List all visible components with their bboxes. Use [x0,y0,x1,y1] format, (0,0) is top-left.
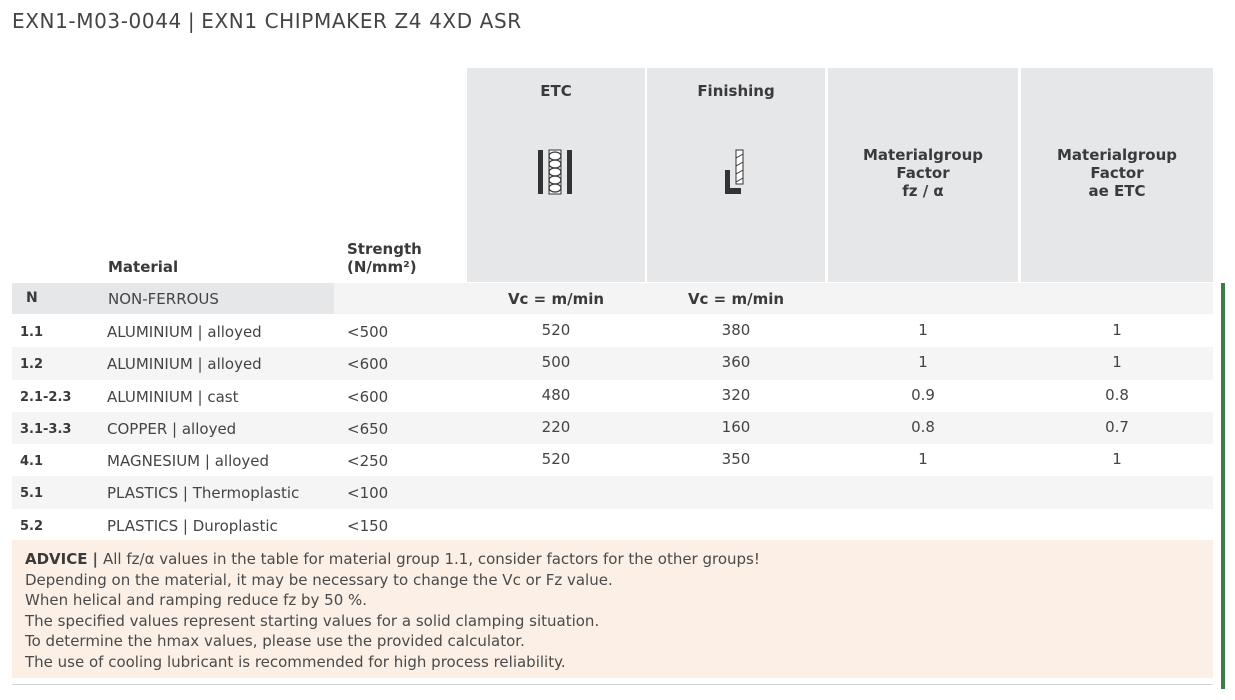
table-row [12,412,1213,444]
strength-header-line1: Strength [347,240,422,258]
finishing-tool-icon [723,148,749,196]
row-strength: <250 [347,452,389,471]
factor-ae-line1: Materialgroup [1056,146,1178,164]
row-factor-fz: 0.9 [911,385,935,404]
row-vc-etc: 480 [541,385,571,404]
row-material: ALUMINIUM | alloyed [107,323,262,341]
row-strength: <100 [347,484,389,503]
row-strength: <150 [347,516,389,535]
table-row [12,380,1213,412]
group-vc-finishing: Vc = m/min [687,290,785,308]
strength-header-line2: (N/mm²) [347,258,417,276]
row-factor-ae: 1 [1112,321,1122,339]
row-factor-fz: 0.8 [911,417,935,436]
strength-header [347,240,422,276]
etc-header [467,68,645,282]
factor-fz-line3: fz / α [902,182,944,200]
row-strength: <600 [347,355,389,374]
row-vc-etc: 520 [541,450,571,469]
row-vc-finishing: 320 [721,385,751,404]
table-row [12,444,1213,476]
row-factor-fz: 1 [918,450,928,469]
material-group-row [12,283,1213,314]
row-vc-finishing: 350 [721,450,751,469]
bottom-divider [12,684,1213,685]
advice-line-6: The use of cooling lubricant is recommended for high process reliability. [25,652,566,671]
factor-ae-header-label [1021,146,1213,200]
row-code: 1.1 [20,325,44,340]
row-material: ALUMINIUM | alloyed [107,355,262,374]
factor-fz-line1: Materialgroup [862,146,984,164]
row-factor-ae: 1 [1112,353,1122,372]
advice-line-5: To determine the hmax values, please use the provided calculator. [25,632,525,651]
material-header: Material [108,258,179,276]
advice-line-2: Depending on the material, it may be necessary to change the Vc or Fz value. [25,570,613,589]
finishing-header [647,68,825,282]
row-material: ALUMINIUM | cast [107,387,239,406]
accent-bar [1221,283,1225,689]
row-code: 5.2 [20,518,44,534]
advice-separator: | [92,550,98,568]
advice-lines [25,549,760,673]
group-name: NON-FERROUS [108,290,219,308]
page-title [12,9,522,33]
etc-header-label: ETC [540,82,572,100]
table-row [12,476,1213,508]
row-vc-finishing: 380 [721,321,751,339]
factor-fz-header [828,68,1018,282]
factor-ae-line3: ae ETC [1088,182,1146,200]
factor-ae-header [1021,68,1213,282]
advice-text-1: All fz/α values in the table for material group 1.1, consider factors for the other groups! [103,550,760,568]
row-material: COPPER | alloyed [107,419,237,438]
row-factor-ae: 0.7 [1105,417,1129,436]
factor-fz-line2: Factor [896,164,950,182]
advice-line-3: When helical and ramping reduce fz by 50 %. [25,591,368,610]
row-factor-ae: 0.8 [1105,385,1129,404]
advice-box [12,540,1213,678]
group-code: N [26,290,38,306]
table-row [12,509,1213,541]
row-vc-etc: 500 [541,353,571,372]
row-vc-finishing: 160 [721,417,751,436]
row-strength: <600 [347,387,389,406]
factor-ae-line2: Factor [1090,164,1144,182]
row-vc-etc: 520 [541,321,571,339]
etc-tool-icon [538,148,574,196]
row-material: PLASTICS | Duroplastic [107,516,278,535]
group-vc-etc: Vc = m/min [507,290,605,308]
row-factor-ae: 1 [1112,450,1122,469]
row-vc-etc: 220 [541,417,571,436]
title-separator: | [187,9,196,33]
material-table-body [12,315,1213,541]
row-strength: <650 [347,419,389,438]
row-material: MAGNESIUM | alloyed [107,452,270,471]
finishing-header-label: Finishing [697,82,775,100]
row-factor-fz: 1 [918,321,928,339]
row-code: 3.1-3.3 [20,421,72,437]
row-code: 2.1-2.3 [20,389,72,405]
factor-fz-header-label [828,146,1018,200]
table-row [12,315,1213,347]
row-code: 1.2 [20,357,44,373]
row-code: 4.1 [20,454,44,470]
product-name: EXN1 CHIPMAKER Z4 4XD ASR [201,9,522,33]
table-row [12,347,1213,379]
product-code: EXN1-M03-0044 [12,9,182,33]
advice-heading: ADVICE [25,550,88,568]
row-material: PLASTICS | Thermoplastic [107,484,300,503]
row-code: 5.1 [20,486,44,502]
row-vc-finishing: 360 [721,353,751,372]
row-strength: <500 [347,323,389,341]
row-factor-fz: 1 [918,353,928,372]
advice-line-1 [25,549,760,570]
advice-line-4: The specified values represent starting values for a solid clamping situation. [25,611,600,630]
